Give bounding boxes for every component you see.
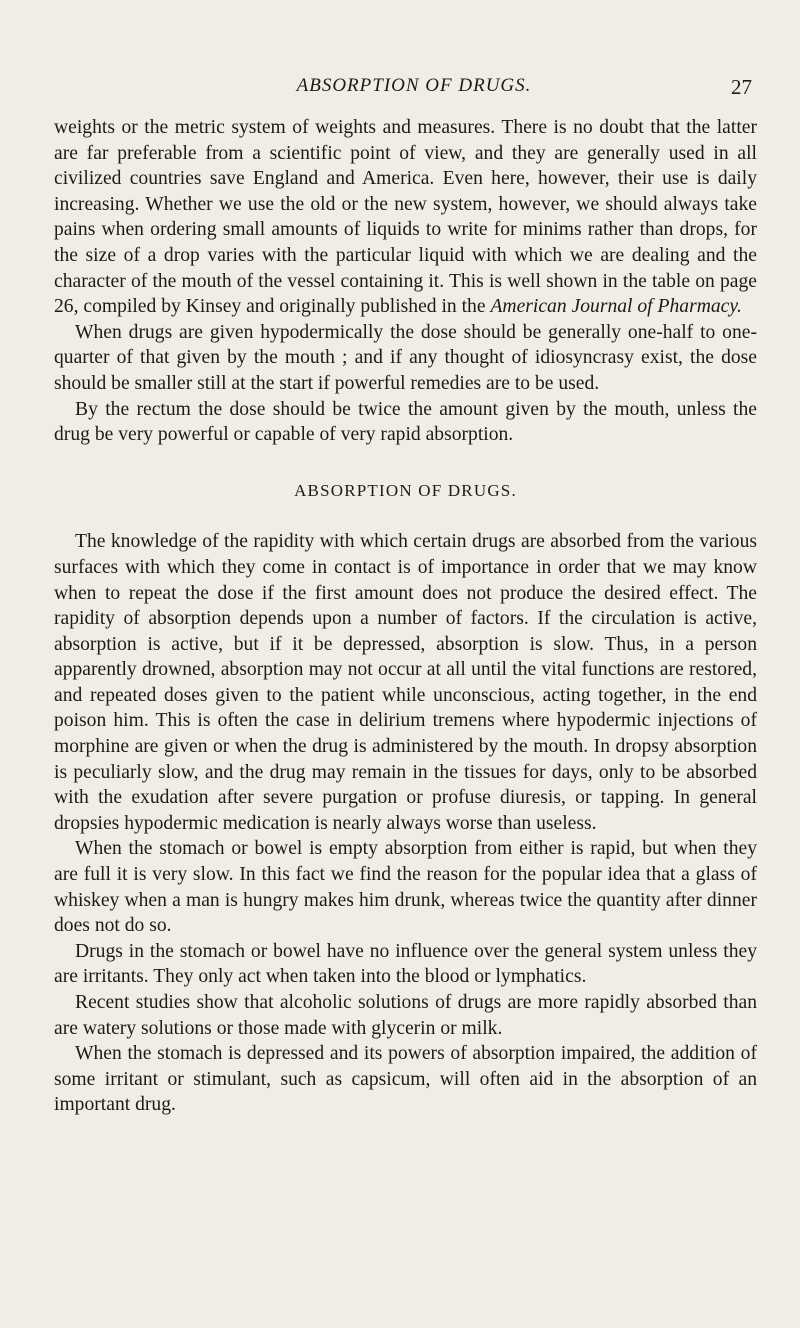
paragraph-hypodermic-dose: When drugs are given hypodermically the dose should be generally one-half to one-quarter of that given by the mouth ; and if any thought of idiosyncrasy exist, the dose should be smaller still at the start if powerful remedies are to be used.: [54, 321, 757, 394]
paragraph-rectal-dose: By the rectum the dose should be twice the amount given by the mouth, unless the drug be very powerful or capable of very rapid absorption.: [54, 398, 757, 446]
page-body: [54, 115, 757, 1118]
page-header: [60, 75, 752, 103]
section-heading: ABSORPTION OF DRUGS.: [294, 480, 517, 500]
paragraph-absorption-rapidity: The knowledge of the rapidity with which certain drugs are absorbed from the various surfaces with which they come in contact is of importance in order that we may know when to repeat the dose if the first amount does not produce the desired effect. The rapidity of absorption depends upon a number of factors. If the circulation is active, absorption is active, but if it be depressed, absorption is slow. Thus, in a person apparently drowned, absorption may not occur at all until the vital functions are restored, and repeated doses given to the patient while unconscious, acting together, in the end poison him. This is often the case in delirium tremens where hypodermic injections of morphine are given or when the drug is administered by the mouth. In dropsy absorption is peculiarly slow, and the drug may remain in the tissues for days, only to be absorbed with the exudation after severe purgation or profuse diuresis, or tapping. In general dropsies hypodermic medication is nearly always worse than useless.: [54, 531, 757, 834]
paragraph-alcoholic-solutions: Recent studies show that alcoholic solutions of drugs are more rapidly absorbed than are watery solutions or those made with glycerin or milk.: [54, 992, 757, 1039]
paragraph-weights-measures: [54, 115, 757, 320]
paragraph-depressed-stomach: When the stomach is depressed and its powers of absorption impaired, the addition of some irritant or stimulant, such as capsicum, will often aid in the absorption of an important drug.: [54, 1043, 757, 1116]
journal-title: American Journal of Pharmacy.: [490, 296, 742, 318]
page-number: 27: [731, 75, 752, 99]
paragraph-irritants: Drugs in the stomach or bowel have no influence over the general system unless they are irritants. They only act when taken into the blood or lymphatics.: [54, 940, 757, 988]
paragraph-weights-text: weights or the metric system of weights and measures. There is no doubt that the latter are far preferable from a scientific point of view, and they are generally used in all civilized countries save England and America. Even here, however, their use is daily increasing. Whether we use the old or the new system, however, we should always take pains when ordering small amounts of liquids to write for minims rather than drops, for the size of a drop varies with the particular liquid with which we are dealing and the character of the mouth of the vessel containing it. This is well shown in the table on page 26, compiled by Kinsey and originally published in the: [54, 117, 757, 318]
paragraph-empty-stomach: When the stomach or bowel is empty absorption from either is rapid, but when they are full it is very slow. In this fact we find the reason for the popular idea that a glass of whiskey when a man is hungry makes him drunk, whereas twice the quantity after dinner does not do so.: [54, 838, 757, 937]
running-head: ABSORPTION OF DRUGS.: [296, 75, 532, 96]
